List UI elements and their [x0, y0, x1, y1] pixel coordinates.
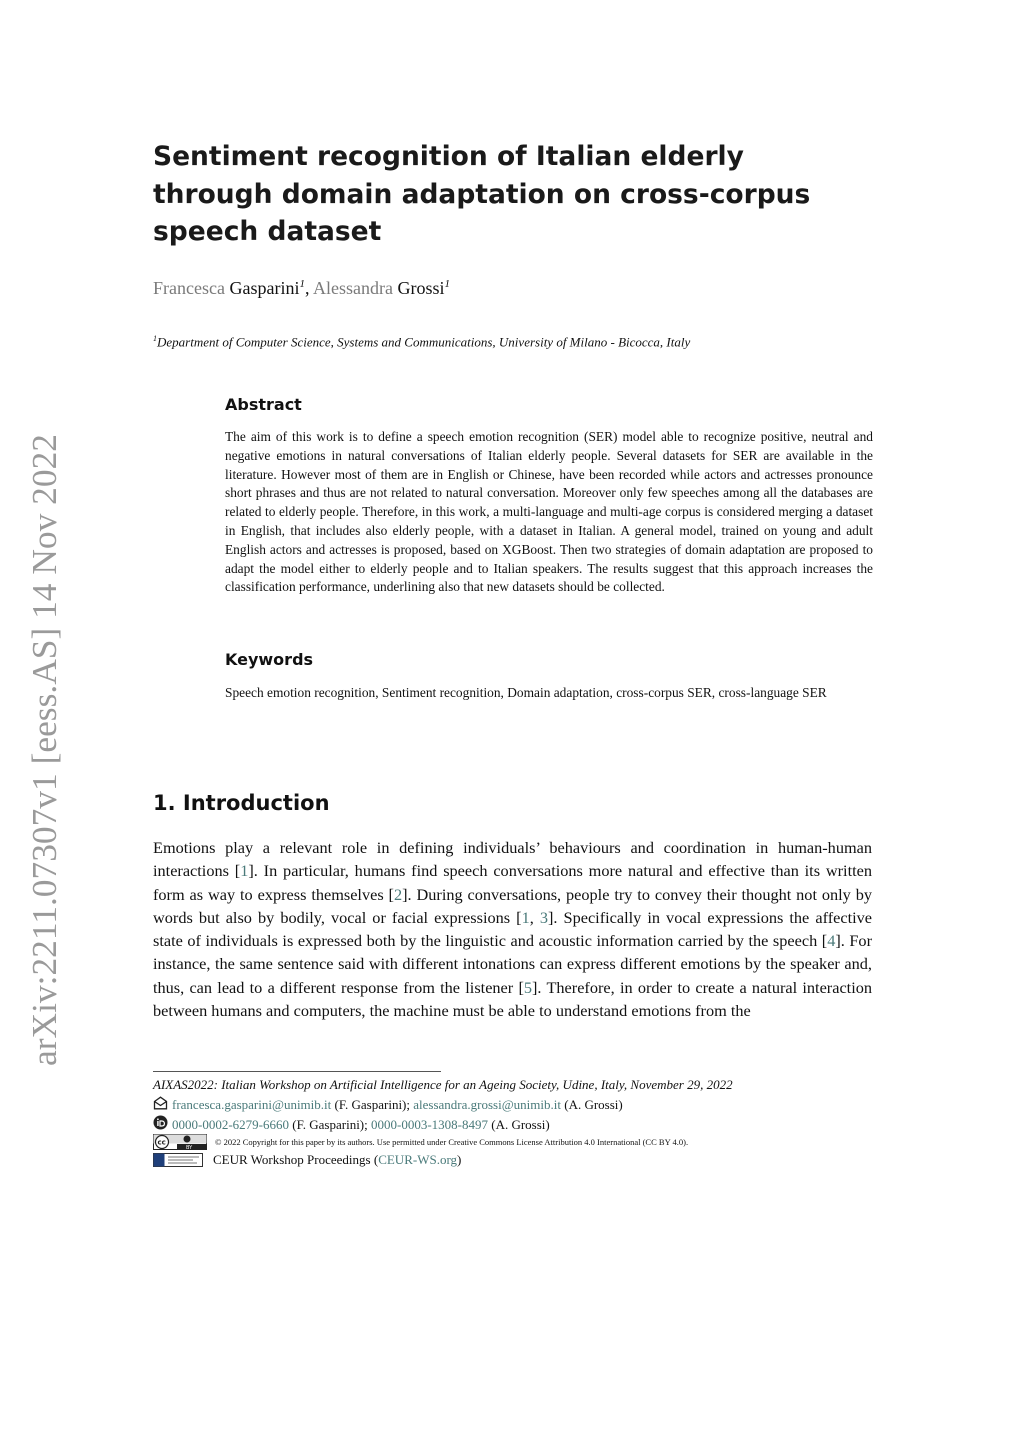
cc-by-badge-icon: [153, 1134, 207, 1150]
author-1: Francesca Gasparini$^1$,: [153, 278, 313, 298]
keywords-text: Speech emotion recognition, Sentiment recognition, Domain adaptation, cross-corpus SER, cross-language SER: [225, 685, 827, 700]
orcid-icon: [153, 1115, 168, 1134]
email-owner: (A. Grossi): [560, 1097, 623, 1112]
citation-link[interactable]: 5: [523, 977, 533, 997]
affiliation-text: Department of Computer Science, Systems and Communications, University of Milano - Bicocca, Italy: [157, 334, 691, 350]
orcid-owner: (F. Gasparini);: [289, 1116, 371, 1132]
abstract-text: The aim of this work is to define a speech emotion recognition (SER) model able to recognize positive, neutral and negative emotions in natural conversations of Italian elderly people. Several datasets for SER are available in the literature. However most of them are in English or Chinese, have been recorded while actors and actresses pronounce short phrases and thus are not related to natural conversation. Moreover only few speeches among all the databases are related to elderly people. Therefore, in this work, a multi-language and multi-age corpus is considered merging a dataset in English, that includes also elderly people, with a dataset in Italian. A general model, trained on young and adult English actors and actresses is proposed, based on XGBoost. Then two strategies of domain adaptation are proposed to adapt the model either to elderly people and to Italian speakers. The results suggest that this approach increases the classification performance, underlining also that new datasets should be collected.: [225, 429, 873, 595]
intro-text: ]. During conversations, people try to convey their thought not only by words but also by bodily, vocal or facial expressions [: [153, 884, 872, 927]
arxiv-stamp-text: arXiv:2211.07307v1 [eess.AS] 14 Nov 2022: [25, 441, 64, 1066]
intro-text: ,: [529, 907, 540, 927]
intro-text: ]. For instance, the same sentence said with different intonations can express different emotions by the speaker and, thus, can lead to a different response from the listener [: [153, 931, 872, 997]
license-text: © 2022 Copyright for this paper by its authors. Use permitted under Creative Commons License Attribution 4.0 International (CC BY 4.0).: [215, 1137, 689, 1147]
intro-text: ]. Therefore, in order to create a natural interaction between humans and computers, the machine must be able to understand emotions from the: [153, 977, 872, 1021]
footnote-conference: AIXAS2022: Italian Workshop on Artificial Intelligence for an Ageing Society, Udine, Italy, November 29, 2022: [153, 1077, 733, 1092]
footnote-rule: [153, 1071, 441, 1072]
footnote-ceur: [153, 1152, 461, 1168]
citation-link[interactable]: 4: [827, 931, 836, 951]
section-heading-introduction: 1. Introduction: [153, 791, 330, 815]
ceur-link[interactable]: CEUR-WS.org: [378, 1152, 458, 1167]
keywords-heading: Keywords: [225, 650, 314, 669]
svg-text:cc: cc: [157, 1138, 166, 1147]
footnote-orcid: [153, 1115, 550, 1134]
author-affil-sup: 1: [299, 278, 305, 290]
orcid-link-grossi[interactable]: 0000-0003-1308-8497: [371, 1116, 488, 1132]
intro-text: Emotions play a relevant role in defining individuals’ behaviours and coordination in human-human interactions [: [153, 838, 872, 881]
intro-text: ]. Specifically in vocal expressions the affective state of individuals is expressed both by the linguistic and acoustic information carried by the speech [: [153, 907, 872, 951]
affiliation: [153, 334, 690, 350]
author-affil-sup: 1: [444, 278, 450, 290]
email-owner: (F. Gasparini);: [331, 1097, 414, 1112]
ceur-logo-icon: [153, 1153, 203, 1167]
footnote-emails: [153, 1096, 623, 1114]
affiliation-sup: 1: [153, 334, 157, 343]
svg-text:BY: BY: [186, 1144, 193, 1150]
email-link-grossi[interactable]: alessandra.grossi@unimib.it: [413, 1097, 561, 1112]
ceur-close: ): [457, 1152, 462, 1167]
author-list: [153, 278, 450, 299]
author-family-name: Grossi: [397, 278, 445, 298]
intro-text: ]. In particular, humans find speech conversations more natural and effective than its written form as way to express themselves [: [153, 861, 872, 904]
orcid-link-gasparini[interactable]: 0000-0002-6279-6660: [172, 1116, 289, 1132]
paper-title: Sentiment recognition of Italian elderly through domain adaptation on cross-corpus speech dataset: [153, 141, 811, 247]
citation-link[interactable]: 2: [393, 884, 403, 904]
email-icon: [153, 1096, 168, 1114]
email-link-gasparini[interactable]: francesca.gasparini@unimib.it: [172, 1097, 332, 1112]
author-family-name: Gasparini: [229, 278, 300, 298]
author-2: [313, 278, 450, 298]
citation-link[interactable]: 1: [521, 907, 530, 927]
abstract-heading: Abstract: [225, 395, 302, 414]
author-given-name: Francesca: [153, 278, 225, 298]
author-given-name: Alessandra: [312, 278, 393, 298]
footnote-license: [153, 1134, 688, 1150]
arxiv-stamp: [18, 430, 68, 1070]
ceur-text: CEUR Workshop Proceedings (: [213, 1152, 379, 1167]
arxiv-stamp-svg: [18, 430, 68, 1070]
introduction-paragraph: [153, 836, 872, 1022]
citation-link[interactable]: 1: [240, 861, 249, 881]
citation-link[interactable]: 3: [539, 907, 548, 927]
orcid-owner: (A. Grossi): [488, 1116, 550, 1132]
